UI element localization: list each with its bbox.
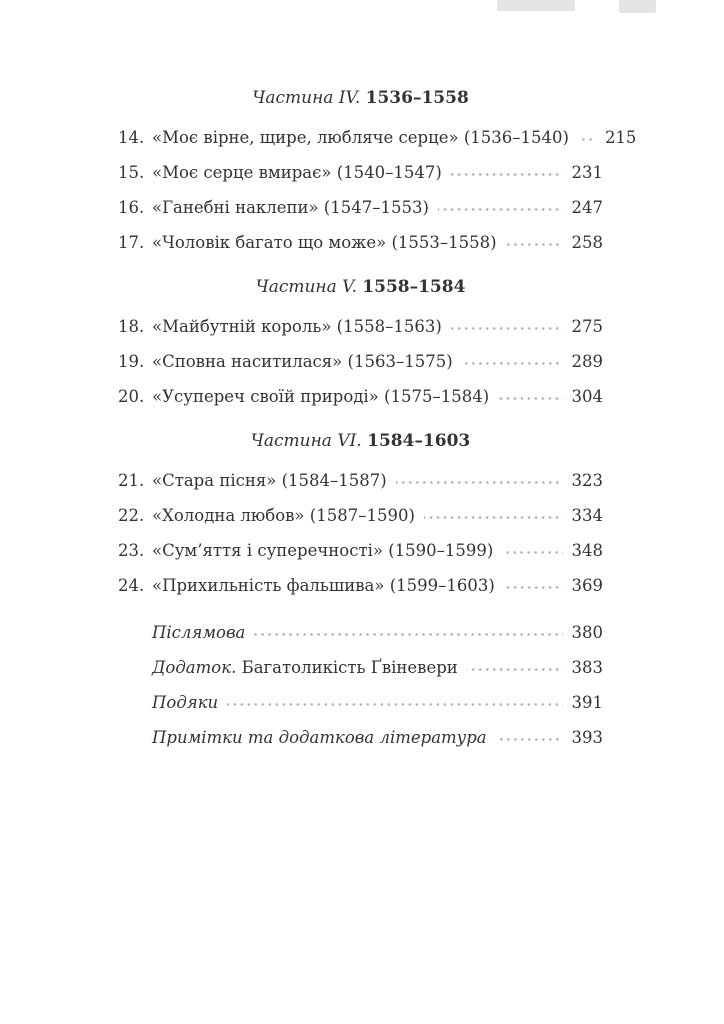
dot-leader	[462, 362, 563, 365]
entry-title-roman: Багатоликість Ґвіневери	[241, 658, 458, 677]
entry-number: 19.	[118, 352, 145, 371]
page-number: 275	[571, 317, 603, 336]
toc-entry	[118, 198, 603, 218]
scan-artifact	[497, 0, 575, 11]
entry-title: «Майбутній король» (1558–1563)	[152, 317, 442, 336]
toc-entry	[118, 387, 603, 407]
page-number: 304	[571, 387, 603, 406]
entry-title: «Ганебні наклепи» (1547–1553)	[152, 198, 429, 217]
dot-leader	[502, 551, 562, 554]
toc-entry	[118, 506, 603, 526]
dot-leader	[498, 397, 562, 400]
entry-title: «Моє вірне, щире, любляче серце» (1536–1540)	[152, 128, 569, 147]
section-heading-label: Частина IV.	[252, 88, 361, 108]
page-number: 323	[571, 471, 603, 490]
entry-title: «Сповна наситилася» (1563–1575)	[152, 352, 453, 371]
section-heading	[118, 277, 603, 297]
section-heading-label: Частина V.	[255, 277, 357, 297]
page-number: 334	[571, 506, 603, 525]
dot-leader	[396, 481, 563, 484]
section-heading-years: 1536–1558	[365, 88, 469, 108]
section-heading-years: 1558–1584	[362, 277, 466, 297]
entry-title	[152, 658, 458, 678]
scan-artifact	[619, 0, 656, 13]
entry-number: 18.	[118, 317, 145, 336]
entry-title-italic: Додаток.	[152, 658, 237, 677]
entry-title-italic: Примітки та додаткова література	[152, 728, 487, 747]
dot-leader	[227, 703, 562, 706]
entry-number: 17.	[118, 233, 145, 252]
toc-entry	[118, 128, 637, 148]
dot-leader	[451, 173, 563, 176]
dot-leader	[504, 586, 563, 589]
back-matter	[118, 623, 603, 748]
dot-leader	[424, 516, 563, 519]
toc-entry	[118, 576, 603, 596]
toc	[118, 88, 637, 763]
dot-leader	[438, 208, 563, 211]
toc-entry	[118, 352, 603, 372]
entry-title: «Сум’яття і суперечності» (1590–1599)	[152, 541, 494, 560]
dot-leader	[451, 327, 563, 330]
toc-entry	[118, 623, 603, 643]
section-heading-years: 1584–1603	[367, 431, 471, 451]
entry-title-italic: Післямова	[152, 623, 246, 642]
entry-number: 24.	[118, 576, 145, 595]
page-number: 348	[571, 541, 603, 560]
section-heading	[118, 431, 603, 451]
dot-leader	[578, 138, 596, 141]
entry-number: 16.	[118, 198, 145, 217]
page-number: 391	[571, 693, 603, 712]
entry-number: 14.	[118, 128, 145, 147]
page-number: 380	[571, 623, 603, 642]
dot-leader	[506, 243, 563, 246]
entry-title	[152, 693, 218, 713]
page-number: 369	[571, 576, 603, 595]
entry-title: «Прихильність фальшива» (1599–1603)	[152, 576, 495, 595]
toc-entry	[118, 693, 603, 713]
section-heading	[118, 88, 603, 108]
entry-title-italic: Подяки	[152, 693, 219, 712]
entry-title: «Чоловік багато що може» (1553–1558)	[152, 233, 497, 252]
page-number: 258	[571, 233, 603, 252]
toc-entry	[118, 728, 603, 748]
toc-entry	[118, 471, 603, 491]
page-number: 393	[571, 728, 603, 747]
dot-leader	[496, 738, 563, 741]
page-number: 383	[571, 658, 603, 677]
toc-entry	[118, 233, 603, 253]
page-number: 247	[571, 198, 603, 217]
entry-number: 21.	[118, 471, 145, 490]
toc-entry	[118, 658, 603, 678]
toc-entry	[118, 317, 603, 337]
page-number: 215	[604, 128, 637, 147]
entry-title: «Стара пісня» (1584–1587)	[152, 471, 387, 490]
entry-title: «Моє серце вмирає» (1540–1547)	[152, 163, 442, 182]
page-number: 289	[571, 352, 603, 371]
entry-title: «Усупереч своїй природі» (1575–1584)	[152, 387, 490, 406]
toc-entry	[118, 163, 603, 183]
entry-title: «Холодна любов» (1587–1590)	[152, 506, 415, 525]
entry-title	[152, 728, 487, 748]
page-number: 231	[571, 163, 603, 182]
toc-entry	[118, 541, 603, 561]
section-heading-label: Частина VI.	[250, 431, 362, 451]
entry-number: 22.	[118, 506, 145, 525]
entry-number: 15.	[118, 163, 145, 182]
entry-number: 23.	[118, 541, 145, 560]
dot-leader	[254, 633, 562, 636]
dot-leader	[467, 668, 563, 671]
entry-number: 20.	[118, 387, 145, 406]
entry-title	[152, 623, 245, 643]
